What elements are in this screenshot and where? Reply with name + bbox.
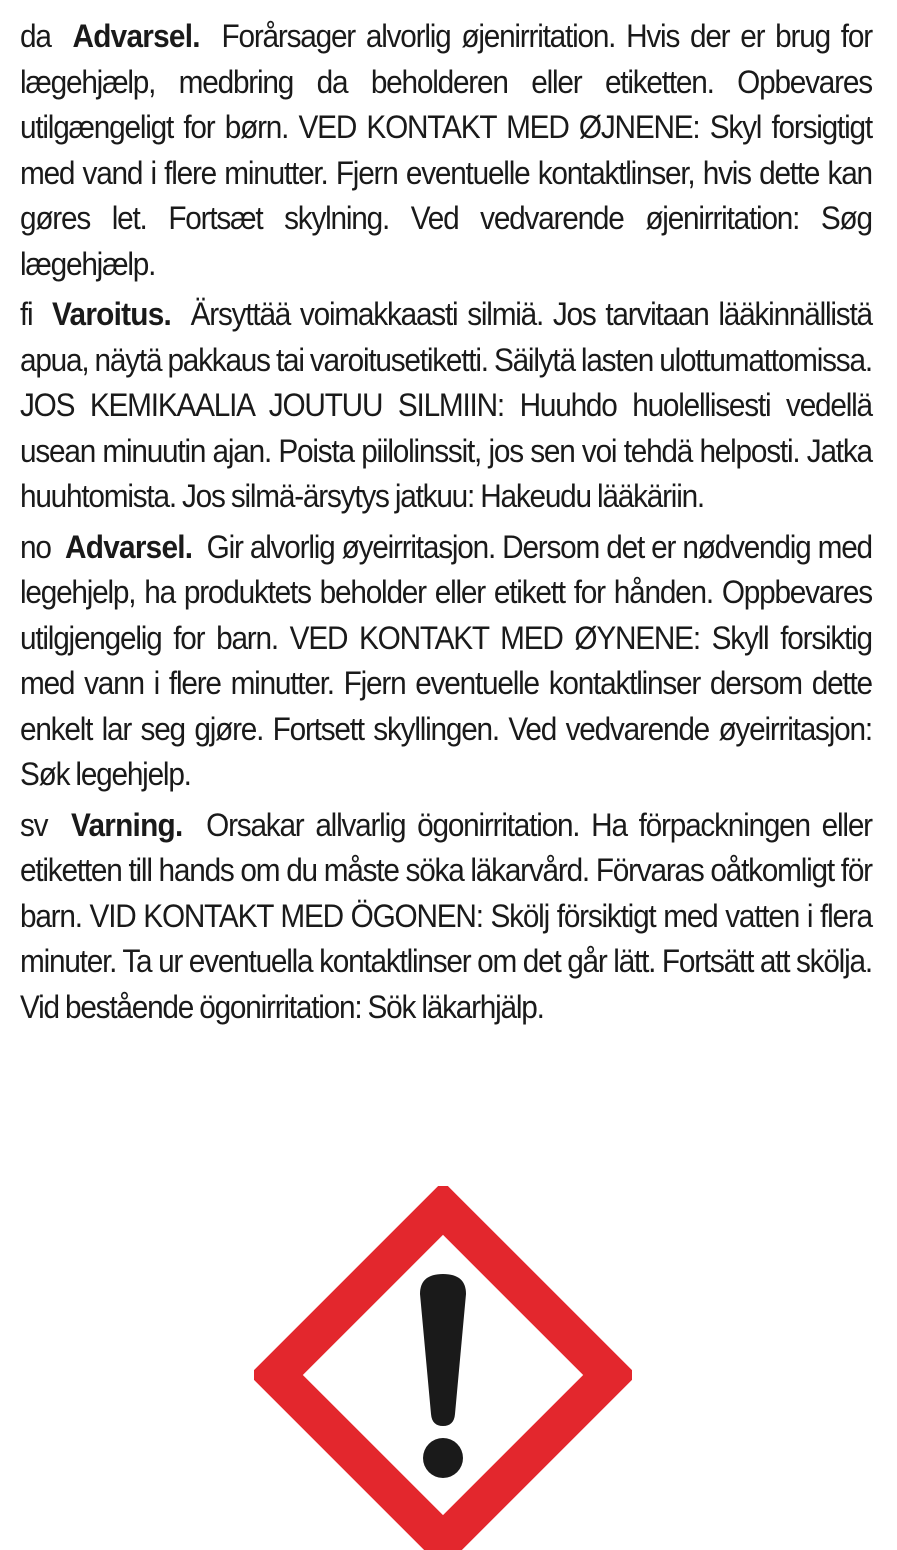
- signal-word: Varning.: [71, 806, 183, 843]
- hazard-text: Orsakar allvarlig ögonirritation. Ha förpackningen eller etiketten till hands om du måste söka läkarvård. Förvaras oåtkomligt för barn. VID KONTAKT MED ÖGONEN: Skölj försiktigt med vatten i flera minuter. Ta ur eventuella kontaktlinser om det går lätt. Fortsätt att skölja. Vid bestående ögonirritation: Sök läkarhjälp.: [20, 806, 872, 1025]
- hazard-text: Forårsager alvorlig øjenirritation. Hvis der er brug for lægehjælp, medbring da beholderen eller etiketten. Opbevares utilgængeligt for børn. VED KONTAKT MED ØJNENE: Skyl forsigtigt med vand i flere minutter. Fjern eventuelle kontaktlinser, hvis dette kan gøres let. Fortsæt skylning. Ved vedvarende øjenirritation: Søg lægehjælp.: [20, 18, 872, 282]
- hazard-section-sv: [20, 803, 872, 1031]
- signal-word: Advarsel.: [72, 18, 200, 54]
- hazard-statements: [20, 14, 872, 1035]
- language-code: no: [20, 528, 51, 565]
- exclamation-dot: [423, 1438, 463, 1478]
- exclamation-mark-hazard-icon: [254, 1186, 632, 1550]
- language-code: fi: [20, 296, 33, 332]
- language-code: da: [20, 18, 51, 54]
- language-code: sv: [20, 806, 48, 843]
- hazard-section-fi: [20, 292, 872, 520]
- signal-word: Varoitus.: [52, 296, 172, 332]
- hazard-text: Gir alvorlig øyeirritasjon. Dersom det er nødvendig med legehjelp, ha produktets beholder eller etikett for hånden. Oppbevares utilgjengelig for barn. VED KONTAKT MED ØYNENE: Skyll forsiktig med vann i flere minutter. Fjern eventuelle kontaktlinser dersom dette enkelt lar seg gjøre. Fortsett skyllingen. Ved vedvarende øyeirritasjon: Søk legehjelp.: [20, 528, 872, 792]
- hazard-text: Ärsyttää voimakkaasti silmiä. Jos tarvitaan lääkinnällistä apua, näytä pakkaus tai varoitusetiketti. Säilytä lasten ulottumattomissa. JOS KEMIKAALIA JOUTUU SILMIIN: Huuhdo huolellisesti vedellä usean minuutin ajan. Poista piilolinssit, jos sen voi tehdä helposti. Jatka huuhtomista. Jos silmä-ärsytys jatkuu: Hakeudu lääkäriin.: [20, 296, 872, 514]
- hazard-section-da: [20, 14, 872, 287]
- hazard-section-no: [20, 525, 872, 798]
- signal-word: Advarsel.: [65, 528, 193, 565]
